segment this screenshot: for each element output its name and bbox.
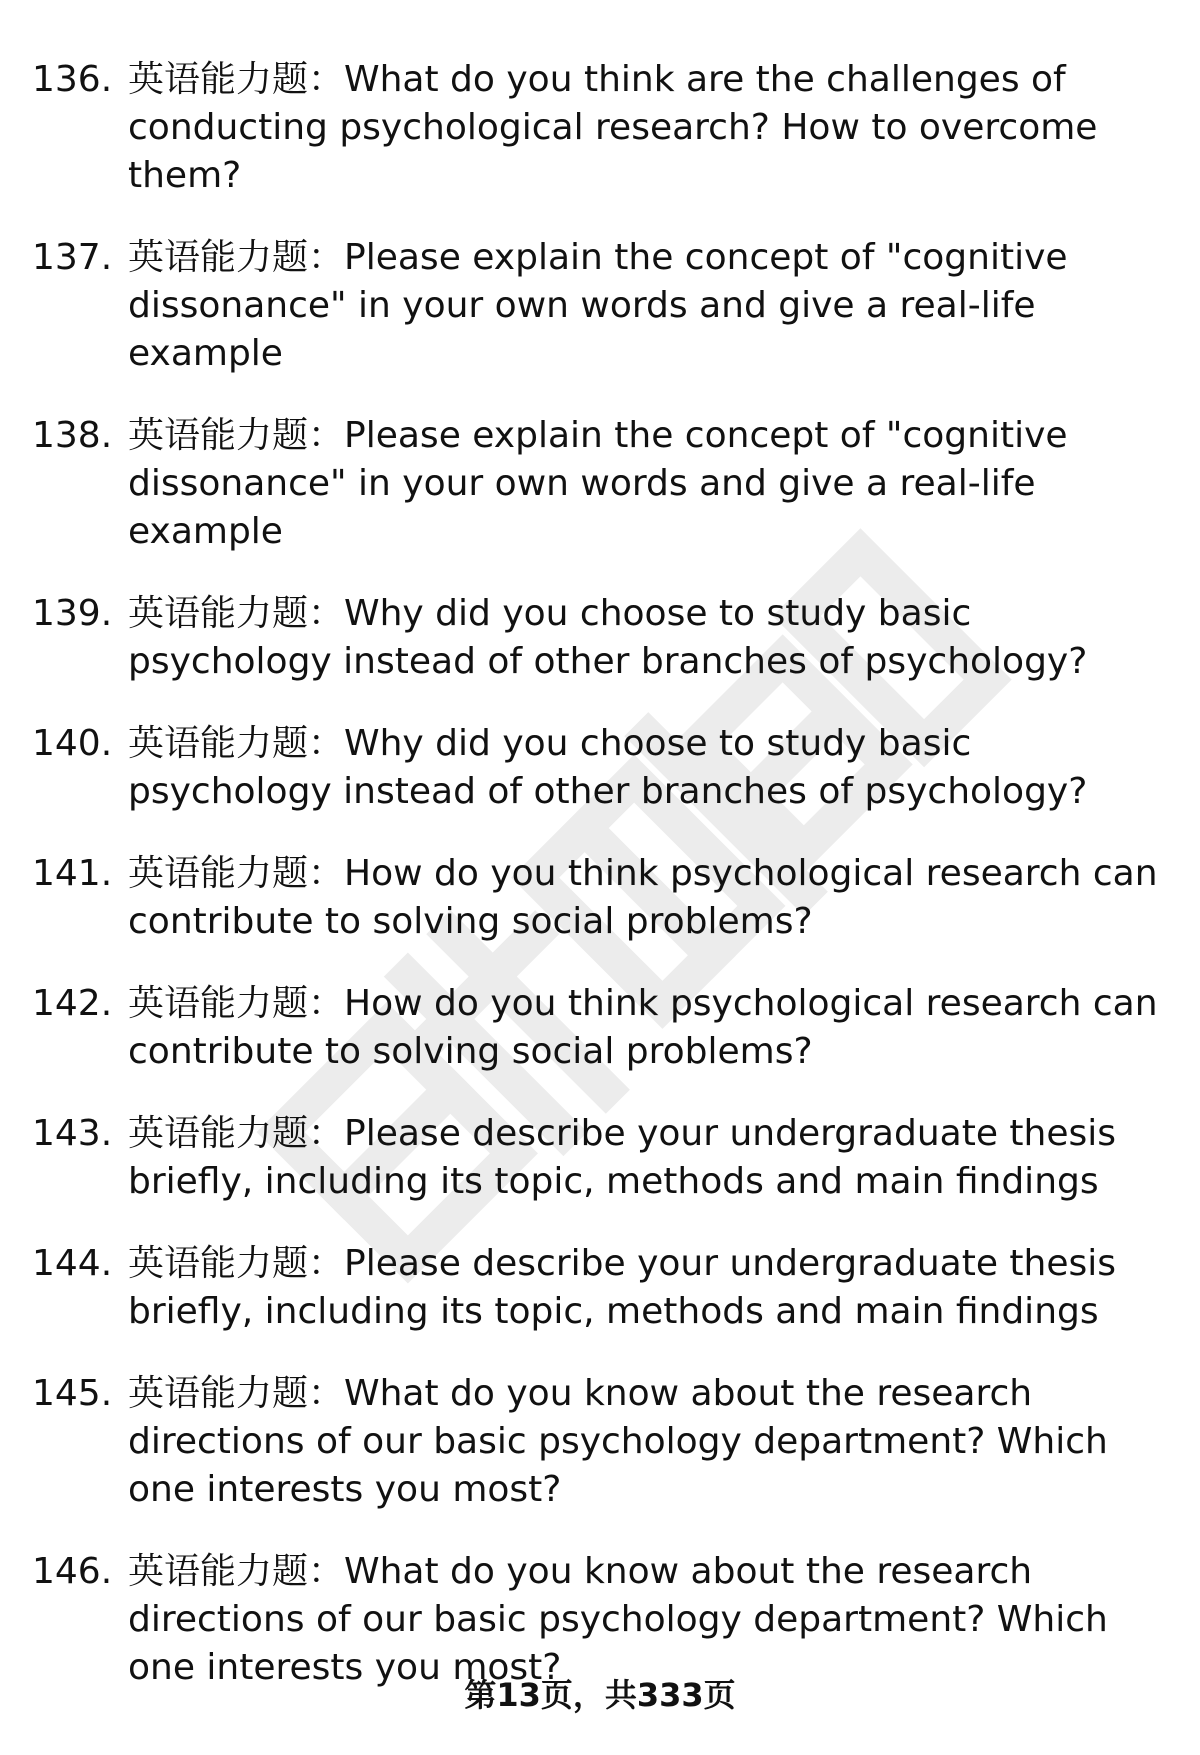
question-item — [32, 1240, 1172, 1336]
question-text: Why did you choose to study basic psychology instead of other branches of psychology? — [128, 593, 1088, 682]
question-number: 143. — [32, 1113, 113, 1154]
question-number: 145. — [32, 1373, 113, 1414]
question-item — [32, 412, 1172, 556]
question-item — [32, 1110, 1172, 1206]
question-text: What do you know about the research directions of our basic psychology department? Which one interests you most? — [128, 1373, 1108, 1510]
question-text: What do you know about the research directions of our basic psychology department? Which one interests you most? — [128, 1551, 1108, 1688]
question-text: Please describe your undergraduate thesis briefly, including its topic, methods and main findings — [128, 1243, 1117, 1332]
question-item — [32, 720, 1172, 816]
question-body — [128, 56, 1172, 200]
question-body — [128, 1240, 1172, 1336]
question-item — [32, 980, 1172, 1076]
page-footer: 第13页，共333页 — [464, 1676, 736, 1714]
question-body — [128, 980, 1172, 1076]
question-body — [128, 720, 1172, 816]
question-item — [32, 1548, 1172, 1692]
question-category: 英语能力题： — [128, 415, 345, 456]
question-body — [128, 1110, 1172, 1206]
question-number: 146. — [32, 1551, 113, 1592]
question-text: Why did you choose to study basic psychology instead of other branches of psychology? — [128, 723, 1088, 812]
question-item — [32, 56, 1172, 200]
question-body — [128, 1548, 1172, 1692]
question-number: 141. — [32, 853, 113, 894]
question-body — [128, 850, 1172, 946]
question-item — [32, 234, 1172, 378]
question-text: Please describe your undergraduate thesis briefly, including its topic, methods and main findings — [128, 1113, 1117, 1202]
question-category: 英语能力题： — [128, 593, 345, 634]
question-category: 英语能力题： — [128, 1551, 345, 1592]
question-number: 138. — [32, 415, 113, 456]
question-number: 139. — [32, 593, 113, 634]
question-text: What do you think are the challenges of conducting psychological research? How to overcome them? — [128, 59, 1098, 196]
question-category: 英语能力题： — [128, 983, 345, 1024]
question-number: 137. — [32, 237, 113, 278]
question-category: 英语能力题： — [128, 723, 345, 764]
question-list — [32, 56, 1172, 1726]
question-body — [128, 590, 1172, 686]
question-category: 英语能力题： — [128, 1113, 345, 1154]
question-category: 英语能力题： — [128, 853, 345, 894]
question-category: 英语能力题： — [128, 1243, 345, 1284]
question-category: 英语能力题： — [128, 1373, 345, 1414]
question-number: 140. — [32, 723, 113, 764]
question-category: 英语能力题： — [128, 59, 345, 100]
question-number: 136. — [32, 59, 113, 100]
question-text: Please explain the concept of "cognitive dissonance" in your own words and give a real-life example — [128, 415, 1068, 552]
question-item — [32, 590, 1172, 686]
question-body — [128, 234, 1172, 378]
question-text: How do you think psychological research can contribute to solving social problems? — [128, 983, 1158, 1072]
question-text: Please explain the concept of "cognitive dissonance" in your own words and give a real-life example — [128, 237, 1068, 374]
question-number: 142. — [32, 983, 113, 1024]
question-body — [128, 412, 1172, 556]
question-item — [32, 1370, 1172, 1514]
question-item — [32, 850, 1172, 946]
question-text: How do you think psychological research can contribute to solving social problems? — [128, 853, 1158, 942]
question-category: 英语能力题： — [128, 237, 345, 278]
question-body — [128, 1370, 1172, 1514]
question-number: 144. — [32, 1243, 113, 1284]
